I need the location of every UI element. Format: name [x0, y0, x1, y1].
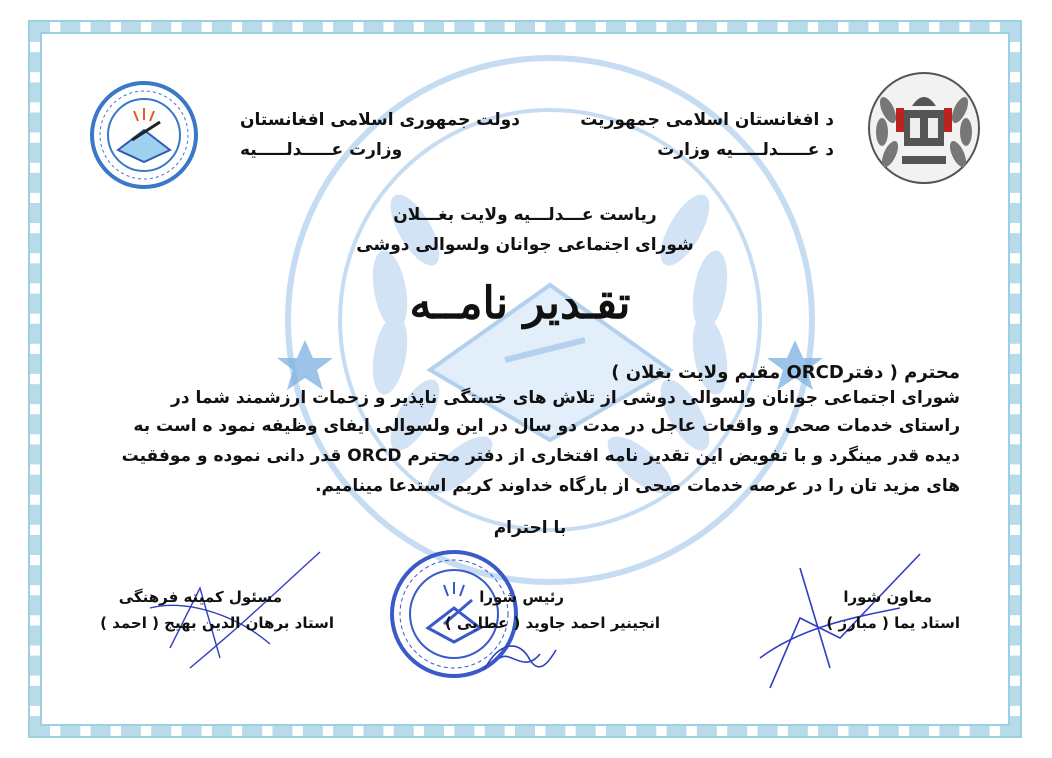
council-logo — [88, 80, 200, 190]
body-line-2: راستای خدمات صحی و واقعات عاجل در مدت دو سال در این ولسوالی ایفای وظیفه نمود ه است به — [133, 416, 960, 436]
body-line-4: های مزید تان را در عرصه خدمات صحی از بارگاه خداوند کریم استدعا مینامیم. — [315, 476, 960, 496]
header-dari-line2: وزارت عـــــدلـــــیه — [240, 140, 403, 160]
signatory-3-role: مسئول کمیته فرهنگی — [118, 588, 282, 606]
national-emblem-logo — [866, 70, 982, 186]
provincial-directorate: ریاست عـــدلـــیه ولایت بغـــلان — [393, 205, 657, 225]
youth-council-name: شورای اجتماعی جوانان ولسوالی دوشی — [356, 235, 694, 255]
signature-culture-committee — [130, 548, 330, 678]
header-pashto-line1: د افغانستان اسلامی جمهوریت — [580, 110, 834, 130]
closing-regards: با احترام — [493, 518, 567, 538]
signatory-1-name: استاد یما ( مبارز ) — [826, 614, 960, 632]
addressee-line: محترم ( دفترORCD مقیم ولایت بغلان ) — [611, 362, 960, 383]
signatory-2-role: رئیس شورا — [479, 588, 564, 606]
signatory-3-name: استاد برهان الدین بهیج ( احمد ) — [100, 614, 334, 632]
header-pashto-line2: د عـــــدلـــــیه وزارت — [657, 140, 834, 160]
signatory-1-role: معاون شورا — [843, 588, 932, 606]
certificate-title: تقـدیر نامــه — [409, 278, 631, 329]
signatory-2-name: انجینیر احمد جاوید ( عطایی ) — [444, 614, 660, 632]
header-dari-line1: دولت جمهوری اسلامی افغانستان — [240, 110, 520, 130]
signature-chair — [480, 630, 560, 680]
body-line-1: شورای اجتماعی جوانان ولسوالی دوشی از تلاش های خستگی ناپذیر و زحمات ارزشمند شما در — [171, 388, 960, 408]
body-line-3: دیده قدر مینگرد و با تفویض این تقدیر نامه افتخاری از دفتر محترم ORCD قدر دانی نموده و موفقیت — [121, 446, 960, 466]
